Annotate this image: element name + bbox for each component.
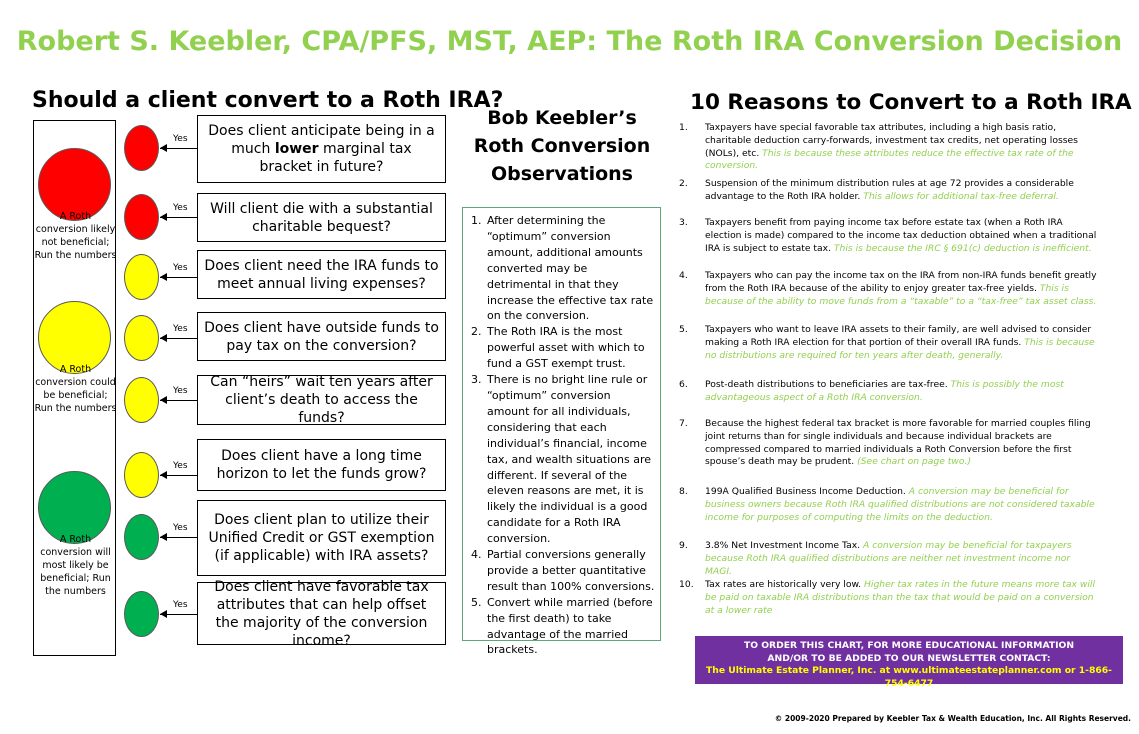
order-line-2: AND/OR TO BE ADDED TO OUR NEWSLETTER CONTACT: [767, 652, 1051, 664]
question-text: Will client die with a substantial charitable bequest? [210, 200, 433, 235]
observations-list [471, 213, 655, 658]
question-box [197, 193, 446, 242]
legend-green-text: A Roth conversion will most likely be beneficial; Run the numbers [40, 534, 111, 597]
question-box [197, 500, 446, 576]
arrow-left-icon [160, 334, 167, 342]
arrow-left-icon [160, 533, 167, 541]
yes-label: Yes [173, 203, 188, 213]
arrow-left-icon [160, 471, 167, 479]
observation-item: 2. The Roth IRA is the most powerful asset with which to fund a GST exempt trust. [471, 325, 645, 371]
arrow-left-icon [160, 213, 167, 221]
indicator-circle [124, 377, 159, 423]
indicator-circle [124, 591, 159, 637]
yes-label: Yes [173, 523, 188, 533]
yes-label: Yes [173, 134, 188, 144]
order-line-3: The Ultimate Estate Planner, Inc. at www.ultimateestateplanner.com or 1-866-754-6477 [706, 665, 1112, 689]
observations-box [462, 207, 661, 657]
yes-label: Yes [173, 324, 188, 334]
observation-item: 4. Partial conversions generally provide a better quantitative result than 100% conversions. [471, 548, 655, 593]
question-box [197, 375, 446, 425]
indicator-circle [124, 452, 159, 498]
question-text: Does client have favorable tax attributes that can help offset the majority of the conversion income? [214, 578, 429, 649]
question-text: Does client have a long time horizon to let the funds grow? [216, 448, 427, 482]
page-title: Robert S. Keebler, CPA/PFS, MST, AEP: The Roth IRA Conversion Decision [16, 26, 1123, 57]
question-box [197, 250, 446, 299]
arrow-left-icon [160, 144, 167, 152]
yes-label: Yes [173, 263, 188, 273]
question-text: Does client anticipate being in a much lower marginal tax bracket in future? [208, 123, 435, 175]
indicator-circle [124, 194, 159, 240]
indicator-circle [124, 125, 159, 171]
order-line-1: TO ORDER THIS CHART, FOR MORE EDUCATIONAL INFORMATION [743, 640, 1075, 651]
indicator-circle [124, 254, 159, 300]
question-text: Can “heirs” wait ten years after client’s death to access the funds? [210, 374, 433, 426]
yes-label: Yes [173, 386, 188, 396]
arrow-left-icon [160, 610, 167, 618]
question-box [197, 578, 446, 649]
observation-item: 1. After determining the “optimum” conversion amount, additional amounts converted may be detrimental in that they increase the effective tax rate on the conversion. [471, 214, 654, 323]
observation-item: 3. There is no bright line rule or “optimum” conversion amount for all individuals, considering that each individual’s financial, income tax, and wealth situations are different. If several of the eleven reasons are met, it is likely the individual is a good candidate for a Roth IRA conversion. [471, 373, 651, 546]
question-text: Does client plan to utilize their Unified Credit or GST exemption (if applicable) with IRA assets? [208, 512, 435, 564]
indicator-circle [124, 514, 159, 560]
question-box [197, 312, 446, 361]
question-box [197, 439, 446, 491]
copyright-notice: © 2009-2020 Prepared by Keebler Tax & Wealth Education, Inc. All Rights Reserved. [774, 714, 1131, 723]
legend-panel [33, 120, 116, 656]
arrow-left-icon [160, 273, 167, 281]
question-text: Does client have outside funds to pay tax on the conversion? [204, 319, 439, 354]
observation-item: 5. Convert while married (before the first death) to take advantage of the married brackets. [471, 595, 653, 657]
reasons-heading: 10 Reasons to Convert to a Roth IRA [690, 90, 1132, 115]
order-contact-box [695, 636, 1123, 689]
arrow-left-icon [160, 396, 167, 404]
yes-label: Yes [173, 600, 188, 610]
legend-yellow-text: A Roth conversion could be beneficial; Run the numbers [34, 364, 117, 414]
question-text: Does client need the IRA funds to meet annual living expenses? [204, 257, 439, 292]
legend-red-text: A Roth conversion likely not beneficial; Run the numbers [34, 211, 117, 261]
question-box [197, 115, 446, 183]
indicator-circle [124, 315, 159, 361]
decision-heading: Should a client convert to a Roth IRA? [32, 88, 504, 113]
observations-title: Bob Keebler’s Roth Conversion Observations [473, 107, 651, 185]
yes-label: Yes [173, 461, 188, 471]
